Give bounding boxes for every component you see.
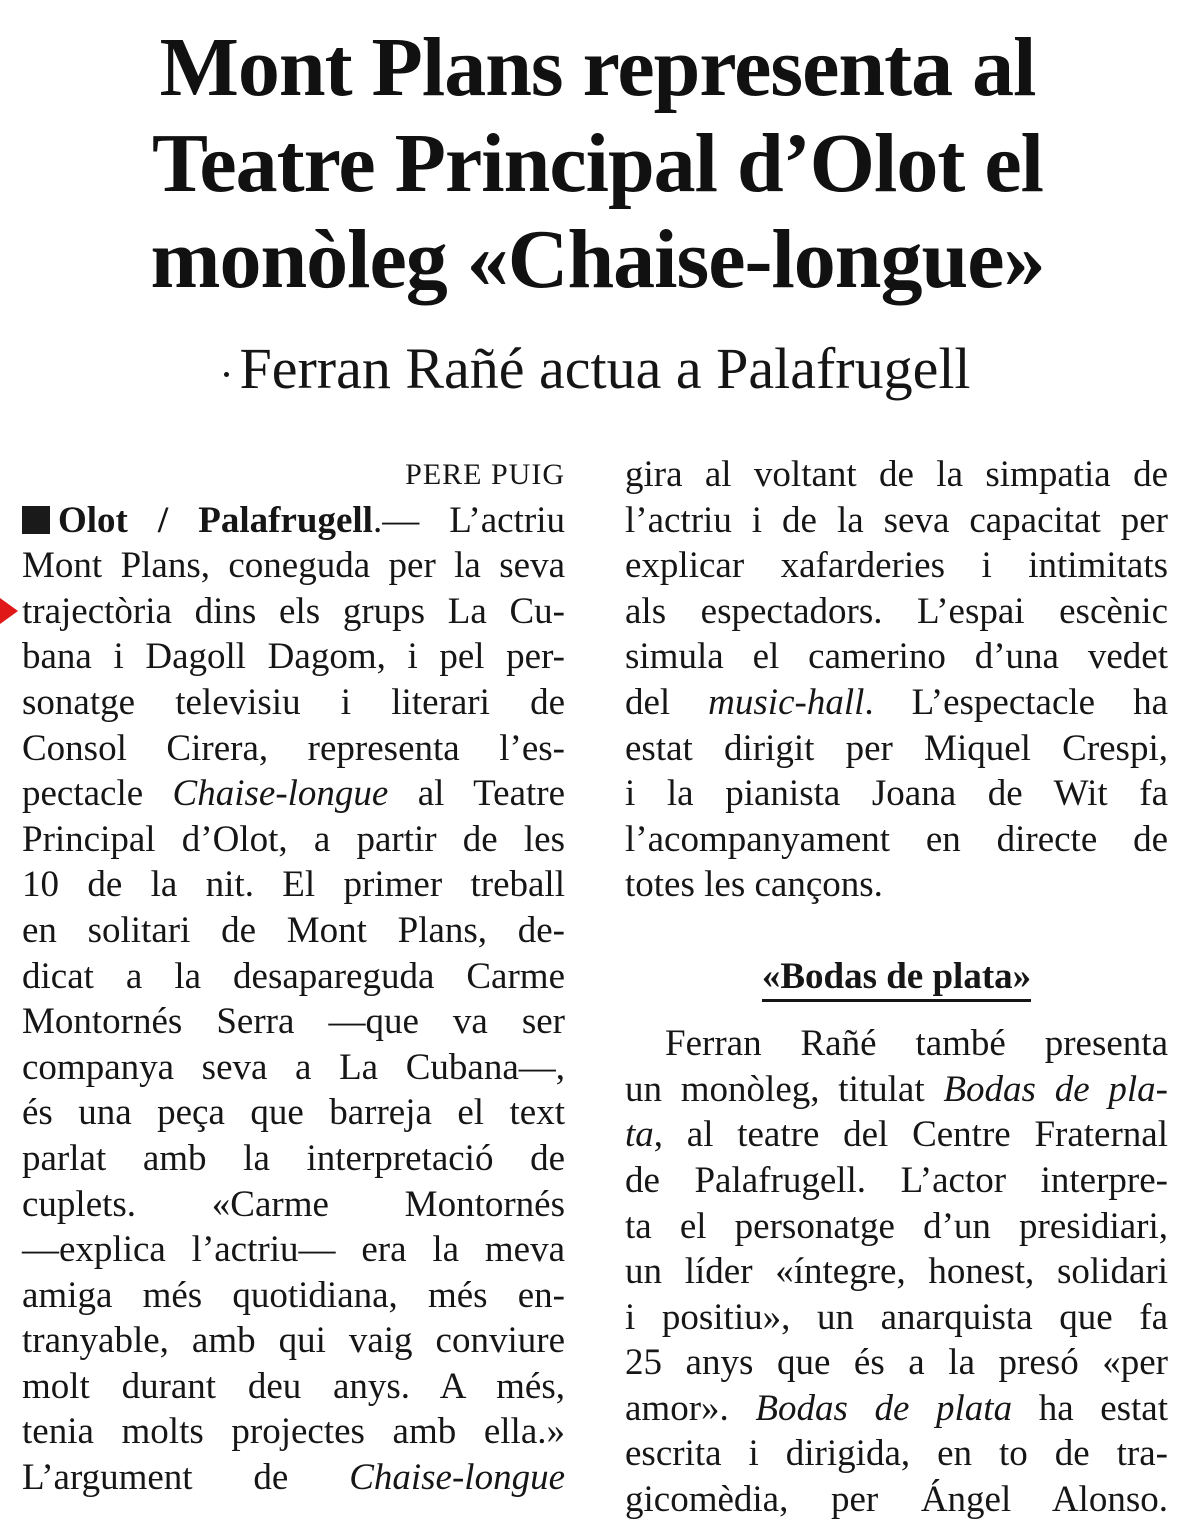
section-gap: [625, 908, 1168, 954]
article-line: simula el camerino d’una vedet: [625, 636, 1168, 678]
article-line: Montornés Serra —que va ser: [22, 1001, 565, 1043]
article-line: ta el personatge d’un presidiari,: [625, 1205, 1168, 1247]
article-line: dicat a la desapareguda Carme: [22, 955, 565, 997]
article-line: i positiu», un anarquista que fa: [625, 1296, 1168, 1338]
article-line: sonatge televisiu i literari de: [22, 681, 565, 723]
article-line: gicomèdia, per Ángel Alonso.: [625, 1479, 1168, 1521]
article-line: amiga més quotidiana, més en-: [22, 1274, 565, 1316]
article-line: tranyable, amb qui vaig conviure: [22, 1320, 565, 1362]
article-line: Ferran Rañé també presenta: [665, 1023, 1168, 1065]
article-line: totes les cançons.: [625, 864, 883, 906]
article-line: Principal d’Olot, a partir de les: [22, 818, 565, 860]
article-line: del music-hall. L’espectacle ha: [625, 681, 1168, 723]
article-line: en solitari de Mont Plans, de-: [22, 909, 565, 951]
article-line: 25 anys que és a la presó «per: [625, 1342, 1168, 1384]
section-heading: «Bodas de plata»: [762, 957, 1031, 1002]
article-line: Consol Cirera, representa l’es-: [22, 727, 565, 769]
article-line: tenia molts projectes amb ella.»: [22, 1411, 565, 1453]
article-line: L’argument de Chaise-longue: [22, 1457, 565, 1499]
margin-marker-arrow: [0, 598, 18, 624]
article-line: i la pianista Joana de Wit fa: [625, 773, 1168, 815]
dateline-place: Olot / Palafrugell: [58, 499, 373, 541]
article-line: un líder «íntegre, honest, solidari: [625, 1251, 1168, 1293]
article-column-right: [625, 452, 1168, 1523]
article-line: Mont Plans, coneguda per la seva: [22, 545, 565, 587]
subheadline-bullet-icon: [224, 372, 229, 377]
article-line: ta, al teatre del Centre Fraternal: [625, 1114, 1168, 1156]
article-line: escrita i dirigida, en to de tra-: [625, 1433, 1168, 1475]
article-line: amor». Bodas de plata ha estat: [625, 1387, 1169, 1429]
article-line: bana i Dagoll Dagom, i pel per-: [22, 636, 565, 678]
article-line: l’actriu i de la seva capacitat per: [625, 499, 1168, 541]
show-title: Chaise-longue: [172, 773, 389, 815]
subheadline: [60, 334, 1135, 404]
article-line: és una peça que barreja el text: [22, 1092, 565, 1134]
article-line: companya seva a La Cubana—,: [22, 1046, 565, 1088]
article-column-left: [22, 452, 565, 1501]
section-gap: [625, 999, 1168, 1021]
article-line: l’acompanyament en directe de: [625, 818, 1168, 860]
article-line: parlat amb la interpretació de: [22, 1137, 565, 1179]
article-line: explicar xafarderies i intimitats: [625, 545, 1168, 587]
article-line: de Palafrugell. L’actor interpre-: [625, 1159, 1168, 1201]
article-line: als espectadors. L’espai escènic: [625, 590, 1168, 632]
article-line: 10 de la nit. El primer treball: [22, 864, 565, 906]
byline: PERE PUIG: [405, 458, 565, 491]
article-line: cuplets. «Carme Montornés: [22, 1183, 565, 1225]
genre-term: music-hall: [708, 681, 865, 723]
headline-line-2: Teatre Principal d’Olot el: [152, 117, 1043, 210]
show-title: Bodas de plata: [755, 1387, 1013, 1429]
article-line: gira al voltant de la simpatia de: [625, 454, 1168, 495]
section-heading-line: [625, 954, 1168, 1000]
article-line: trajectòria dins els grups La Cu-: [22, 590, 565, 632]
show-title: Chaise-longue: [349, 1457, 565, 1499]
headline: [60, 20, 1135, 308]
subheadline-text: Ferran Rañé actua a Palafrugell: [239, 336, 971, 401]
article-line: Olot / Palafrugell.— L’actriu: [22, 498, 565, 544]
article-line: —explica l’actriu— era la meva: [22, 1229, 565, 1271]
headline-line-1: Mont Plans representa al: [159, 21, 1036, 114]
article-line: estat dirigit per Miquel Crespi,: [625, 727, 1168, 769]
article-line: molt durant deu anys. A més,: [22, 1365, 565, 1407]
show-title: Bodas de pla-: [943, 1068, 1168, 1110]
show-title: ta: [625, 1114, 654, 1156]
article-line: pectacle Chaise-longue al Teatre: [22, 773, 566, 815]
section-square-icon: [22, 506, 50, 534]
article-line: un monòleg, titulat Bodas de pla-: [625, 1068, 1168, 1110]
headline-line-3: monòleg «Chaise-longue»: [150, 213, 1045, 306]
